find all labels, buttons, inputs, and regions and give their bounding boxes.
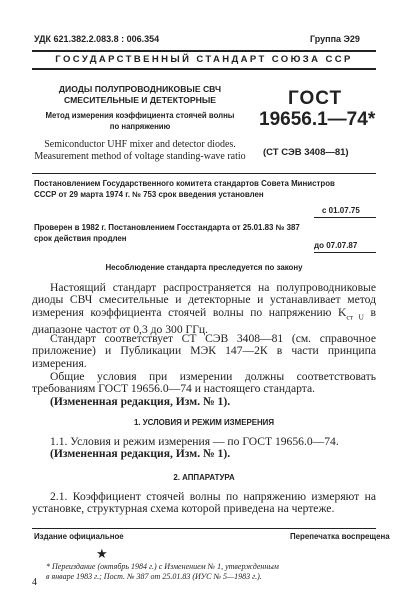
page-number: 4 <box>32 577 37 588</box>
st-sev-reference: (СТ СЭВ 3408—81) <box>263 147 349 158</box>
star-mark: ★ <box>96 546 108 561</box>
revision-line2: срок действия продлен <box>34 234 127 243</box>
decree-line2: СССР от 29 марта 1974 г. № 753 срок введения установлен <box>34 190 264 199</box>
gost-number: 19656.1—74* <box>259 109 376 130</box>
group-code: Группа Э29 <box>310 34 360 44</box>
title-rule <box>32 173 376 174</box>
section-2-heading: 2. АППАРАТУРА <box>173 473 235 482</box>
ksv-subscript: ст U <box>346 312 364 322</box>
title-en-line2: Measurement method of voltage standing-wave ratio <box>34 150 246 162</box>
revision-line1: Проверен в 1982 г. Постановлением Госстандарта от 25.01.83 № 387 <box>34 223 300 232</box>
amendment-note-2: (Измененная редакция, Изм. № 1). <box>50 447 231 460</box>
reprint-footnote <box>46 562 376 582</box>
footnote-line1: * Переиздание (октябрь 1984 г.) с Изменением № 1, утвержденным <box>46 562 279 571</box>
udk-code: УДК 621.382.2.083.8 : 006.354 <box>34 34 160 44</box>
paragraph-scope-tail: в диапазоне частот от 0,3 до 300 ГГц. <box>32 305 376 336</box>
header-rule-top <box>32 50 376 52</box>
decree-block <box>34 178 378 200</box>
amendment-note-1: (Измененная редакция, Изм. № 1). <box>50 395 231 408</box>
legal-notice: Несоблюдение стандарта преследуется по закону <box>105 263 303 272</box>
official-edition: Издание официальное <box>34 532 124 541</box>
reprint-prohibited: Перепечатка воспрещена <box>290 532 390 541</box>
subtitle-ru-line2: по напряжению <box>109 122 171 131</box>
section-1-heading: 1. УСЛОВИЯ И РЕЖИМ ИЗМЕРЕНИЯ <box>133 418 275 427</box>
decree-line1: Постановлением Государственного комитета стандартов Совета Министров <box>34 179 335 188</box>
header-rule-bottom <box>32 68 376 70</box>
effective-date-rule <box>314 217 376 218</box>
title-en-line1: Semiconductor UHF mixer and detector diodes. <box>44 139 236 150</box>
paragraph-scope-text: Настоящий стандарт распространяется на полупроводниковые диоды СВЧ смесительные и детекторные и устанавливает метод измерения коэффициента стоячей волны по напряжению K <box>32 281 376 319</box>
paragraph-general-conditions: Общие условия при измерении должны соответствовать требованиям ГОСТ 19656.0—74 и настоящего стандарта. <box>32 370 376 396</box>
footer-rule <box>32 528 376 529</box>
state-standard-banner: ГОСУДАРСТВЕННЫЙ СТАНДАРТ СОЮЗА ССР <box>55 54 353 65</box>
extended-date-rule <box>314 252 376 253</box>
subtitle-ru-line1: Метод измерения коэффициента стоячей волны <box>45 111 235 120</box>
paragraph-correspondence: Стандарт соответствует СТ СЭВ 3408—81 (см. справочное приложение) и Публикации МЭК 147—2К в части принципа измерения. <box>32 332 376 370</box>
footnote-line2: в январе 1983 г.; Пост. № 387 от 25.01.83 (ИУС № 5—1983 г.). <box>46 572 262 581</box>
subtitle-ru <box>40 110 240 132</box>
clause-2-1: 2.1. Коэффициент стоячей волны по напряжению измеряют на установке, структурная схема которой приведена на чертеже. <box>32 490 376 516</box>
clause-1-1: 1.1. Условия и режим измерения — по ГОСТ 19656.0—74. <box>50 435 339 448</box>
paragraph-scope <box>32 282 376 336</box>
title-en <box>30 139 250 162</box>
effective-date: с 01.07.75 <box>322 206 360 215</box>
gost-label: ГОСТ <box>288 88 343 109</box>
title-ru-line2: СМЕСИТЕЛЬНЫЕ И ДЕТЕКТОРНЫЕ <box>64 95 216 105</box>
extended-date: до 07.07.87 <box>314 241 358 250</box>
title-ru-line1: ДИОДЫ ПОЛУПРОВОДНИКОВЫЕ СВЧ <box>58 84 222 94</box>
title-ru <box>40 84 240 106</box>
